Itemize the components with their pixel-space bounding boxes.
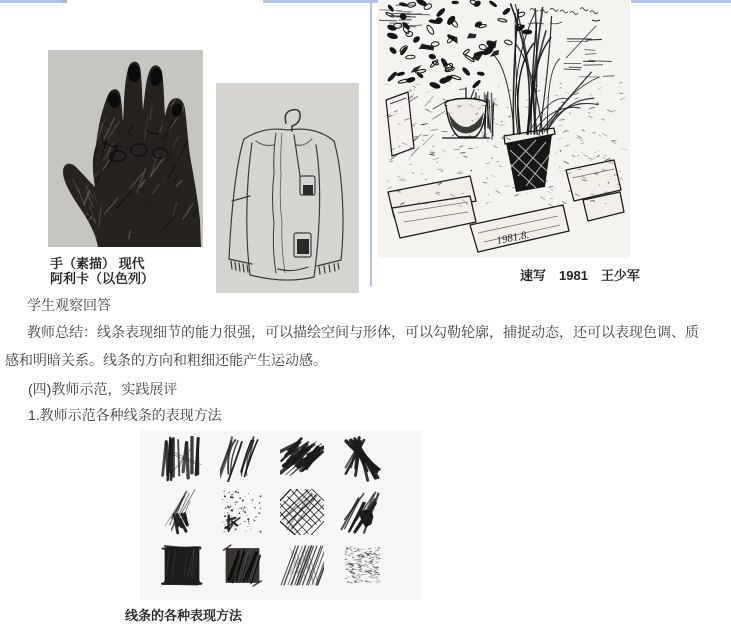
garment-drawing-image xyxy=(216,83,359,293)
line-sample-solid-dark-fill xyxy=(160,542,204,588)
teacher-summary-line-1: 教师总结：线条表现细节的能力很强，可以描绘空间与形体，可以勾勒轮廓，捕捉动态，还可以表现色调、质 xyxy=(27,324,699,340)
sketch-caption: 速写 1981 王少军 xyxy=(520,268,640,283)
page-border-top-left xyxy=(0,0,63,3)
section-heading: (四)教师示范，实践展评 xyxy=(28,381,178,397)
page-border-cap xyxy=(63,0,67,3)
sketch-inscription: 1981.8. xyxy=(495,228,531,248)
garment-line-drawing xyxy=(216,83,359,293)
line-sample-sparse-diagonal-lines xyxy=(160,489,204,535)
sketch-image xyxy=(378,0,630,258)
line-samples-figure xyxy=(140,430,422,600)
hand-caption-line1: 手（素描） 现代 xyxy=(50,256,145,271)
line-sample-heavy-vertical-scribble xyxy=(160,436,204,482)
step-one-text: 1.教师示范各种线条的表现方法 xyxy=(28,407,222,423)
student-activity-text: 学生观察回答 xyxy=(27,297,111,313)
hand-drawing-image xyxy=(48,50,203,247)
hand-caption-line2: 阿利卡（以色列） xyxy=(50,271,155,286)
hand-caption xyxy=(50,256,154,286)
line-samples-caption: 线条的各种表现方法 xyxy=(125,608,243,623)
line-sample-curved-sweeping-strokes xyxy=(220,436,264,482)
line-sample-dark-diagonal-fill xyxy=(220,542,264,588)
line-sample-dense-scribble-mass xyxy=(280,436,324,482)
line-sample-diagonal-with-dark-accent xyxy=(340,489,384,535)
line-sample-stipple-dots xyxy=(220,489,264,535)
potted-plants-ink-sketch xyxy=(378,0,630,258)
hand-charcoal-drawing xyxy=(48,50,203,247)
line-sample-medium-diagonal-hatch xyxy=(280,542,324,588)
page-border-top-middle xyxy=(263,0,378,3)
line-sample-cross-hatch xyxy=(280,489,324,535)
line-sample-bold-diagonal-strokes xyxy=(340,436,384,482)
page-border-vertical xyxy=(370,0,372,286)
page-border-top-right xyxy=(631,0,731,3)
teacher-summary-line-2: 感和明暗关系。线条的方向和粗细还能产生运动感。 xyxy=(5,352,327,368)
line-sample-fine-stipple-fill xyxy=(340,542,384,588)
